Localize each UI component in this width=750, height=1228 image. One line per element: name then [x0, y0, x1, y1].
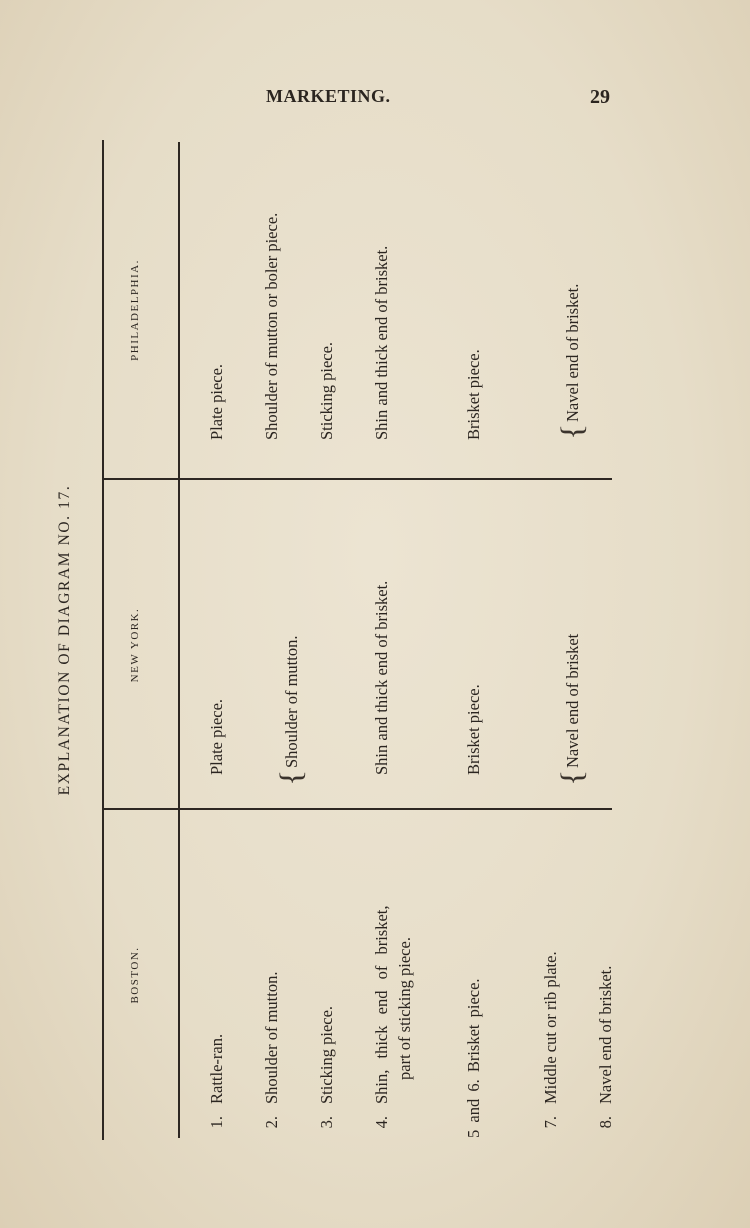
column-rule-1 — [102, 808, 612, 810]
brace: { — [274, 769, 309, 786]
philadelphia-row-text: Sticking piece. — [317, 341, 336, 440]
table-header-rule — [178, 142, 180, 1138]
column-header-boston: BOSTON. — [129, 946, 141, 1004]
boston-row-number: 7. — [541, 1116, 560, 1129]
new-york-row-text: Shin and thick end of brisket. — [372, 580, 391, 775]
column-header-philadelphia: PHILADELPHIA. — [129, 259, 141, 361]
brace: { — [555, 769, 590, 786]
brace: { — [555, 423, 590, 440]
new-york-row-text: Shoulder of mutton. — [282, 635, 301, 768]
column-rule-2 — [102, 478, 612, 480]
new-york-row-text: Plate piece. — [207, 698, 226, 775]
page-number: 29 — [590, 86, 610, 108]
philadelphia-row-text: Brisket piece. — [464, 349, 483, 440]
boston-row-text: 5 and 6. Brisket piece. — [464, 978, 483, 1138]
philadelphia-row-text: Navel end of brisket. — [563, 283, 582, 422]
column-header-new-york: NEW YORK. — [129, 607, 141, 683]
new-york-row-text: Navel end of brisket — [563, 633, 582, 768]
philadelphia-row-text: Shin and thick end of brisket. — [372, 245, 391, 440]
boston-row-text: Sticking piece. — [317, 1005, 336, 1104]
diagram-explanation-table — [56, 140, 616, 1140]
philadelphia-row-text: Shoulder of mutton or boler piece. — [262, 212, 281, 440]
boston-row-text: Shin, thick end of brisket, — [372, 905, 391, 1104]
philadelphia-row-text: Plate piece. — [207, 363, 226, 440]
table-top-rule — [102, 140, 104, 1140]
boston-row-text-continued: part of sticking piece. — [395, 937, 414, 1080]
boston-row-number: 8. — [596, 1116, 615, 1129]
running-head: MARKETING. — [266, 86, 391, 106]
boston-row-text: Middle cut or rib plate. — [541, 951, 560, 1104]
boston-row-text: Shoulder of mutton. — [262, 971, 281, 1104]
boston-row-text: Rattle-ran. — [207, 1033, 226, 1104]
table-caption: EXPLANATION OF DIAGRAM NO. 17. — [56, 484, 73, 796]
boston-row-number: 4. — [372, 1116, 391, 1129]
boston-row-number: 1. — [207, 1116, 226, 1129]
boston-row-number: 2. — [262, 1116, 281, 1129]
boston-row-text: Navel end of brisket. — [596, 965, 615, 1104]
boston-row-number: 3. — [317, 1116, 336, 1129]
new-york-row-text: Brisket piece. — [464, 684, 483, 775]
